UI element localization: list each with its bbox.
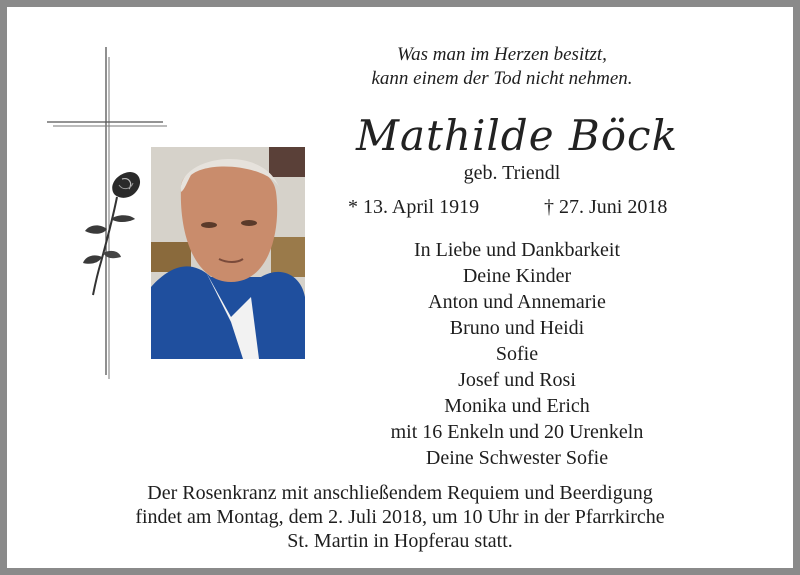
family-line: Bruno und Heidi — [449, 317, 585, 339]
family-list — [347, 237, 687, 471]
family-line: Deine Kinder — [462, 265, 572, 287]
announcement-line: findet am Montag, dem 2. Juli 2018, um 10 Uhr in der Pfarrkirche — [135, 506, 665, 528]
portrait-photo — [151, 147, 305, 359]
family-line: Anton und Annemarie — [428, 291, 606, 313]
family-line: mit 16 Enkeln und 20 Urenkeln — [390, 421, 644, 443]
family-line: Monika und Erich — [444, 395, 590, 417]
family-line: In Liebe und Dankbarkeit — [413, 239, 621, 261]
maiden-name: geb. Triendl — [463, 162, 561, 184]
family-line: Sofie — [495, 343, 539, 365]
death-date: † 27. Juni 2018 — [544, 196, 668, 218]
obituary-card — [7, 7, 793, 568]
announcement-line: Der Rosenkranz mit anschließendem Requiem und Beerdigung — [147, 482, 653, 504]
family-line: Deine Schwester Sofie — [425, 447, 609, 469]
quote-line: Was man im Herzen besitzt, — [397, 44, 607, 65]
rose-icon — [77, 167, 147, 302]
family-line: Josef und Rosi — [458, 369, 576, 391]
funeral-announcement — [27, 481, 773, 553]
birth-date: * 13. April 1919 — [348, 196, 480, 218]
quote-line: kann einem der Tod nicht nehmen. — [371, 68, 633, 89]
deceased-name: Mathilde Böck — [355, 111, 679, 160]
announcement-line: St. Martin in Hopferau statt. — [287, 530, 513, 552]
memorial-quote — [337, 43, 667, 91]
